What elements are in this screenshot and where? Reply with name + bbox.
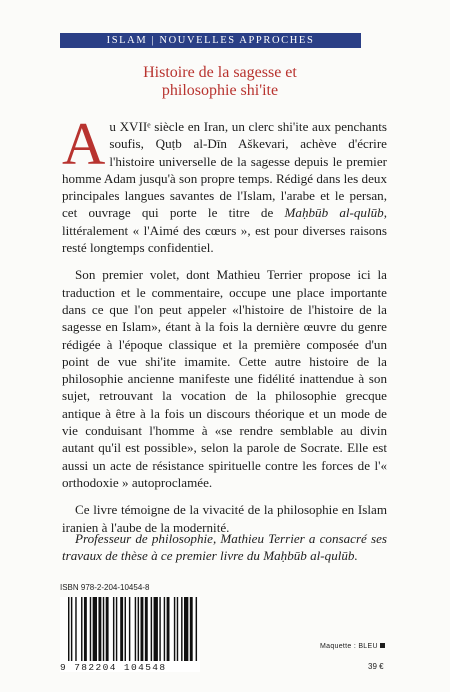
isbn-label: ISBN 978-2-204-10454-8 [60,583,150,592]
title-line-1: Histoire de la sagesse et [143,64,297,81]
design-credit [320,643,385,650]
series-banner: ISLAM | NOUVELLES APPROCHES [60,33,361,48]
title-line-2: philosophie shi'ite [161,82,279,99]
author-bio: Professeur de philosophie, Mathieu Terrier a consacré ses travaux de thèse à ce premier livre du Maḥbūb al-qulūb. [62,531,387,564]
drop-cap: A [62,111,106,177]
book-title [120,64,320,100]
back-cover-blurb [62,111,387,536]
paragraph-1-text: u XVIIᵉ siècle en Iran, un clerc shi'ite aux penchants soufis, Quṭb al-Dīn Aškevari, achève d'écrire l'histoire universelle de la sagesse depuis le premier homme Adam jusqu'à son propre temps. Rédigé dans les deux principales langues savantes de l'Islam, l'arabe et le persan, cet ouvrage qui porte le titre de [62,119,387,221]
barcode-digits: 9 782204 104548 [60,662,167,673]
square-mark [380,643,385,648]
paragraph-1-end: , littéralement « l'Aimé des cœurs », est pour diverses raisons resté longtemps confidentiel. [62,205,387,256]
book-original-title: Maḥbūb al-qulūb [284,205,384,221]
barcode [60,597,200,672]
paragraph-1 [62,111,387,256]
price: 39 € [368,662,384,671]
design-credit-text: Maquette : BLEU [320,643,378,650]
paragraph-3: Ce livre témoigne de la vivacité de la philosophie en Islam iranien à l'aube de la modernité. [62,502,387,535]
barcode-bars [60,597,200,661]
paragraph-2: Son premier volet, dont Mathieu Terrier propose ici la traduction et le commentaire, occupe une place importante dans ce que l'on peut appeler «l'histoire de l'histoire de la sagesse en Islam», étant à la fois la dernière œuvre du genre rédigée à l'époque classique et la première composée d'un point de vue shi'ite imamite. Cette autre histoire de la philosophie ancienne manifeste une fidélité inattendue à son sujet, retrouvant la vocation de la philosophie grecque antique à être à la fois un discours théorique et un mode de vie conduisant l'homme à «se rendre semblable au divin autant qu'il est possible», selon la parole de Socrate. Elle est aussi un acte de résistance spirituelle contre les forces de l'« orthodoxie » autoproclamée. [62,267,387,490]
